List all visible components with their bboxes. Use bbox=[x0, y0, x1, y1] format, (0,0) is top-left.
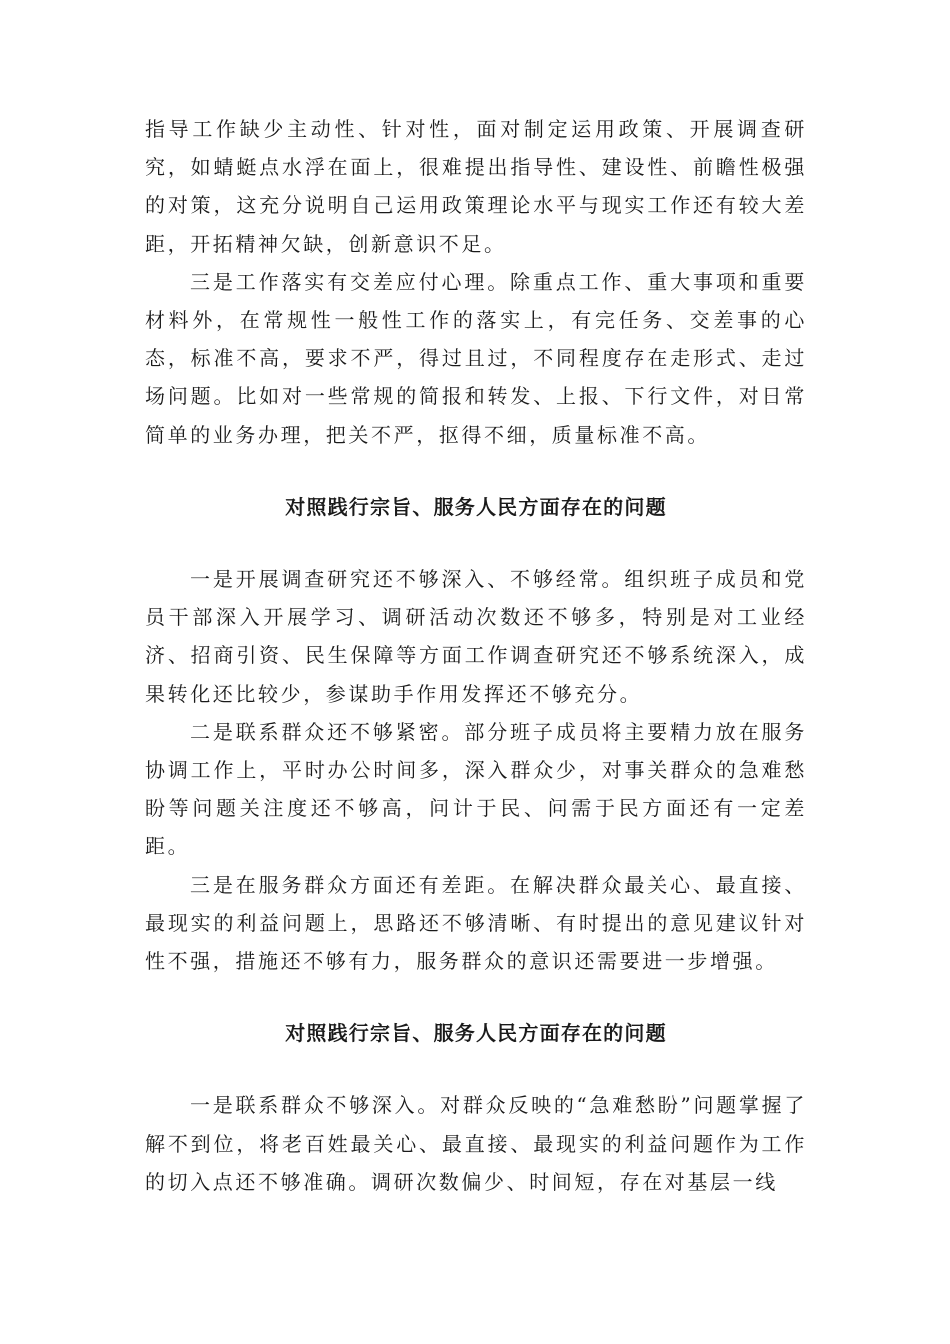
spacer bbox=[145, 1052, 807, 1086]
section1-paragraph-1: 一是开展调查研究还不够深入、不够经常。组织班子成员和党员干部深入开展学习、调研活动次数还不够多，特别是对工业经济、招商引资、民生保障等方面工作调查研究还不够系统深入，成果转化还比较少，参谋助手作用发挥还不够充分。 bbox=[145, 567, 807, 706]
document-page bbox=[145, 110, 807, 1201]
paragraph-point-three: 三是工作落实有交差应付心理。除重点工作、重大事项和重要材料外，在常规性一般性工作的落实上，有完任务、交差事的心态，标准不高，要求不严，得过且过，不同程度存在走形式、走过场问题。比如对一些常规的简报和转发、上报、下行文件，对日常简单的业务办理，把关不严，抠得不细，质量标准不高。 bbox=[145, 269, 807, 447]
section-heading-2: 对照践行宗旨、服务人民方面存在的问题 bbox=[285, 1021, 667, 1046]
spacer bbox=[145, 526, 807, 560]
section1-paragraph-2: 二是联系群众还不够紧密。部分班子成员将主要精力放在服务协调工作上，平时办公时间多，深入群众少，对事关群众的急难愁盼等问题关注度还不够高，问计于民、问需于民方面还有一定差距。 bbox=[145, 719, 807, 859]
paragraph-continued: 指导工作缺少主动性、针对性，面对制定运用政策、开展调查研究，如蜻蜓点水浮在面上，很难提出指导性、建设性、前瞻性极强的对策，这充分说明自己运用政策理论水平与现实工作还有较大差距，开拓精神欠缺，创新意识不足。 bbox=[145, 117, 807, 256]
spacer bbox=[145, 454, 807, 488]
section1-paragraph-3: 三是在服务群众方面还有差距。在解决群众最关心、最直接、最现实的利益问题上，思路还不够清晰、有时提出的意见建议针对性不强，措施还不够有力，服务群众的意识还需要进一步增强。 bbox=[145, 872, 807, 974]
section2-paragraph-1: 一是联系群众不够深入。对群众反映的“急难愁盼”问题掌握了解不到位，将老百姓最关心、最直接、最现实的利益问题作为工作的切入点还不够准确。调研次数偏少、时间短，存在对基层一线 bbox=[145, 1093, 807, 1194]
section-heading-1: 对照践行宗旨、服务人民方面存在的问题 bbox=[285, 494, 667, 519]
spacer bbox=[145, 980, 807, 1014]
